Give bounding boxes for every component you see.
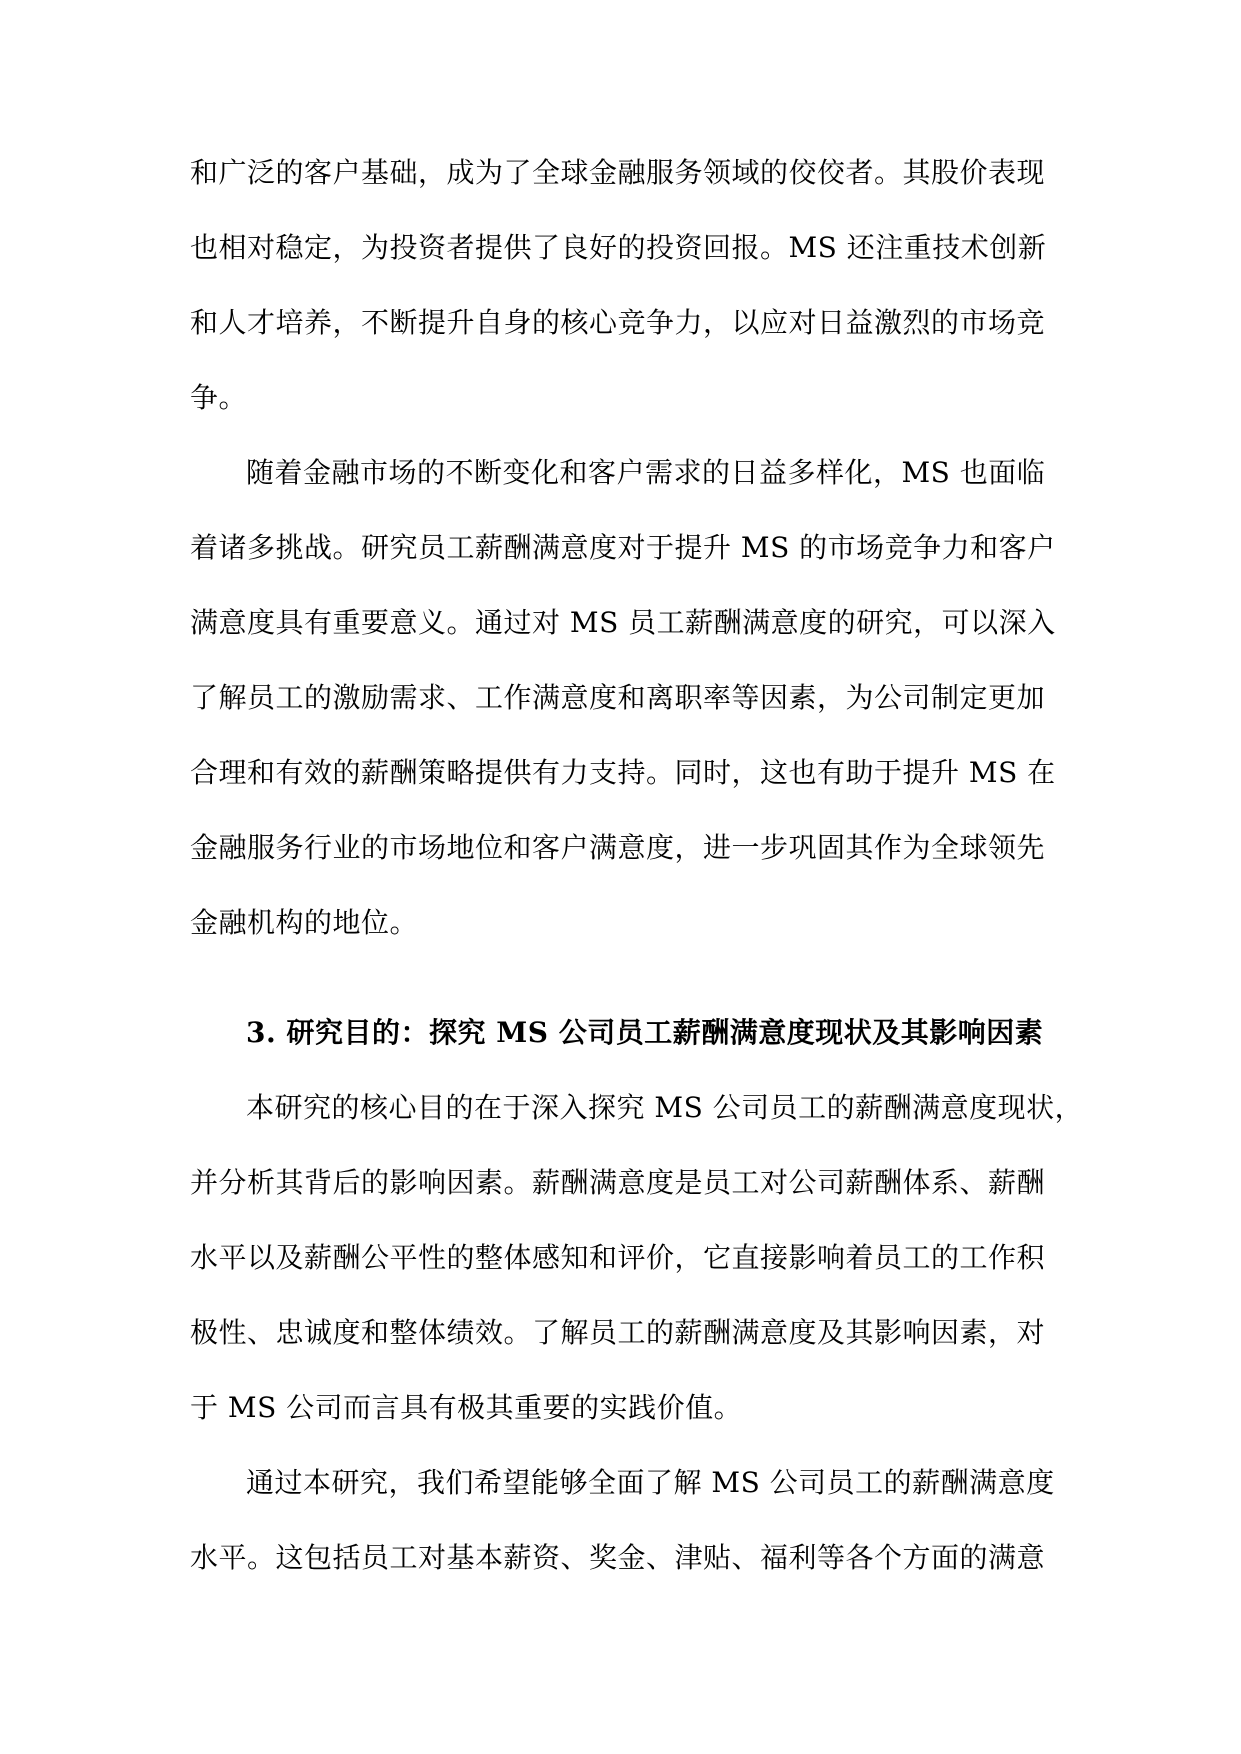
paragraph-line: 也相对稳定，为投资者提供了良好的投资回报。MS 还注重技术创新 (190, 231, 1047, 264)
paragraph-line: 水平。这包括员工对基本薪资、奖金、津贴、福利等各个方面的满意 (190, 1541, 1046, 1574)
paragraph-line: 随着金融市场的不断变化和客户需求的日益多样化，MS 也面临 (246, 456, 1046, 489)
paragraph-1 (190, 135, 1052, 435)
paragraph-2 (190, 435, 1056, 960)
paragraph-line: 极性、忠诚度和整体绩效。了解员工的薪酬满意度及其影响因素，对 (190, 1316, 1046, 1349)
paragraph-line: 并分析其背后的影响因素。薪酬满意度是员工对公司薪酬体系、薪酬 (190, 1166, 1046, 1199)
paragraph-3 (190, 1070, 1084, 1445)
paragraph-4 (190, 1445, 1055, 1595)
paragraph-line: 和广泛的客户基础，成为了全球金融服务领域的佼佼者。其股价表现 (190, 156, 1046, 189)
paragraph-line: 金融服务行业的市场地位和客户满意度，进一步巩固其作为全球领先 (190, 831, 1046, 864)
paragraph-line: 于 MS 公司而言具有极其重要的实践价值。 (190, 1391, 743, 1424)
paragraph-line: 通过本研究，我们希望能够全面了解 MS 公司员工的薪酬满意度 (246, 1466, 1055, 1499)
paragraph-line: 本研究的核心目的在于深入探究 MS 公司员工的薪酬满意度现状， (246, 1091, 1084, 1124)
paragraph-line: 满意度具有重要意义。通过对 MS 员工薪酬满意度的研究，可以深入 (190, 606, 1056, 639)
paragraph-line: 争。 (190, 381, 248, 414)
paragraph-line: 金融机构的地位。 (190, 906, 419, 939)
paragraph-line: 和人才培养，不断提升自身的核心竞争力，以应对日益激烈的市场竞 (190, 306, 1046, 339)
paragraph-line: 着诸多挑战。研究员工薪酬满意度对于提升 MS 的市场竞争力和客户 (190, 531, 1056, 564)
paragraph-line: 合理和有效的薪酬策略提供有力支持。同时，这也有助于提升 MS 在 (190, 756, 1056, 789)
section-heading: 3. 研究目的：探究 MS 公司员工薪酬满意度现状及其影响因素 (246, 1016, 1044, 1049)
paragraph-line: 水平以及薪酬公平性的整体感知和评价，它直接影响着员工的工作积 (190, 1241, 1046, 1274)
paragraph-line: 了解员工的激励需求、工作满意度和离职率等因素，为公司制定更加 (190, 681, 1046, 714)
